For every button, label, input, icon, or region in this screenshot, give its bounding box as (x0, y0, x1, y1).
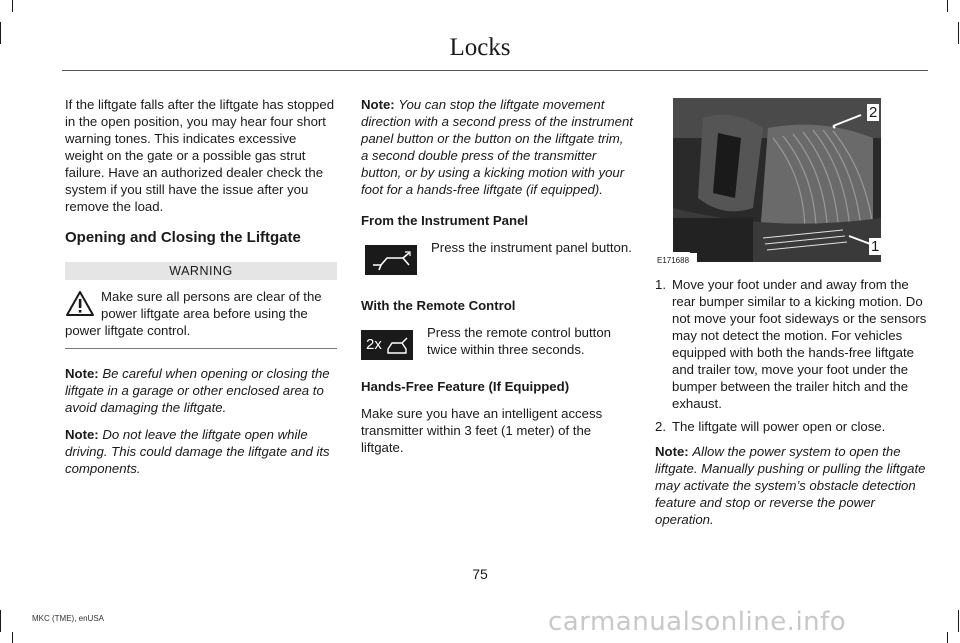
note-label: Note: (65, 427, 99, 442)
paragraph: Make sure you have an intelligent access transmitter within 3 feet (1 meter) of the liftgate. (361, 406, 603, 455)
callout-1: 1 (871, 238, 880, 255)
warning-body (65, 288, 337, 322)
crop-mark (947, 0, 948, 12)
warning-rule (65, 348, 337, 349)
subsection-heading: Hands-Free Feature (If Equipped) (361, 379, 570, 394)
warning-banner: WARNING (65, 262, 337, 280)
note (65, 426, 337, 477)
illustration-code: E171688 (656, 252, 690, 269)
crop-mark (12, 0, 13, 12)
subsection-heading: With the Remote Control (361, 298, 516, 313)
instruction-text: Press the remote control button twice within three seconds. (427, 325, 611, 357)
warning-triangle-icon (65, 290, 95, 317)
vehicle-rear-image (673, 98, 881, 262)
note-text: Do not leave the liftgate open while driving. This could damage the liftgate and its components. (65, 427, 330, 476)
column-middle (361, 96, 633, 466)
column-right (655, 98, 927, 538)
liftgate-button-icon (365, 245, 417, 275)
note (655, 443, 927, 528)
bumper-illustration (657, 98, 881, 265)
watermark: carmanualsonline.info (548, 607, 847, 637)
crop-mark (0, 610, 1, 632)
steps-list (655, 276, 927, 435)
warning-text: Make sure all persons are clear of the power liftgate area before using the (101, 289, 322, 321)
step-number: 2. (655, 419, 666, 434)
note-text: Be careful when opening or closing the liftgate in a garage or other enclosed area to avoid damaging the liftgate. (65, 366, 330, 415)
note-label: Note: (361, 97, 395, 112)
note-text: You can stop the liftgate movement direction with a second press of the instrument panel button or the button on the liftgate trim, a second double press of the transmitter button, or by using a kicking motion with your foot for a hands-free liftgate (if equipped). (361, 97, 633, 197)
step-text: Move your foot under and away from the rear bumper similar to a kicking motion. Do not move your foot sideways or the sensors may not detect the motion. For vehicles equipped with both the hands-free liftgate and trailer tow, move your foot under the bumper between the trailer hitch and the exhaust. (672, 277, 927, 411)
remote-double-press-icon (361, 330, 413, 360)
page-title: Locks (449, 34, 511, 61)
instruction-text: Press the instrument panel button. (431, 240, 632, 255)
footer-code: MKC (TME), enUSA (32, 614, 105, 623)
note (361, 96, 633, 198)
note-label: Note: (655, 444, 689, 459)
column-left (65, 96, 337, 487)
step-number: 1. (655, 277, 666, 292)
crop-mark (947, 632, 948, 643)
remote-control-row (361, 324, 633, 360)
list-item (655, 276, 927, 412)
crop-mark (958, 610, 959, 632)
list-item (655, 418, 927, 435)
section-heading: Opening and Closing the Liftgate (65, 229, 301, 246)
page-number: 75 (472, 566, 488, 582)
crop-mark (12, 632, 13, 643)
header-rule (62, 70, 928, 71)
callout-2: 2 (869, 104, 878, 121)
subsection-heading: From the Instrument Panel (361, 213, 529, 228)
instrument-panel-row (361, 239, 633, 275)
step-text: The liftgate will power open or close. (672, 419, 886, 434)
warning-text-tail: power liftgate control. (65, 323, 191, 338)
remote-icon-label: 2x (366, 336, 382, 353)
note-label: Note: (65, 366, 99, 381)
paragraph: If the liftgate falls after the liftgate has stopped in the open position, you may hear four short warning tones. This indicates excessive weight on the gate or a possible gas strut failure. Have an authorized dealer check the system if you still have the issue after you remove the load. (65, 97, 335, 214)
note (65, 365, 337, 416)
liftgate-glyph-icon (386, 335, 410, 355)
note-text: Allow the power system to open the liftgate. Manually pushing or pulling the liftgate may activate the system’s obstacle detection feature and stop or reverse the power operation. (655, 444, 926, 527)
